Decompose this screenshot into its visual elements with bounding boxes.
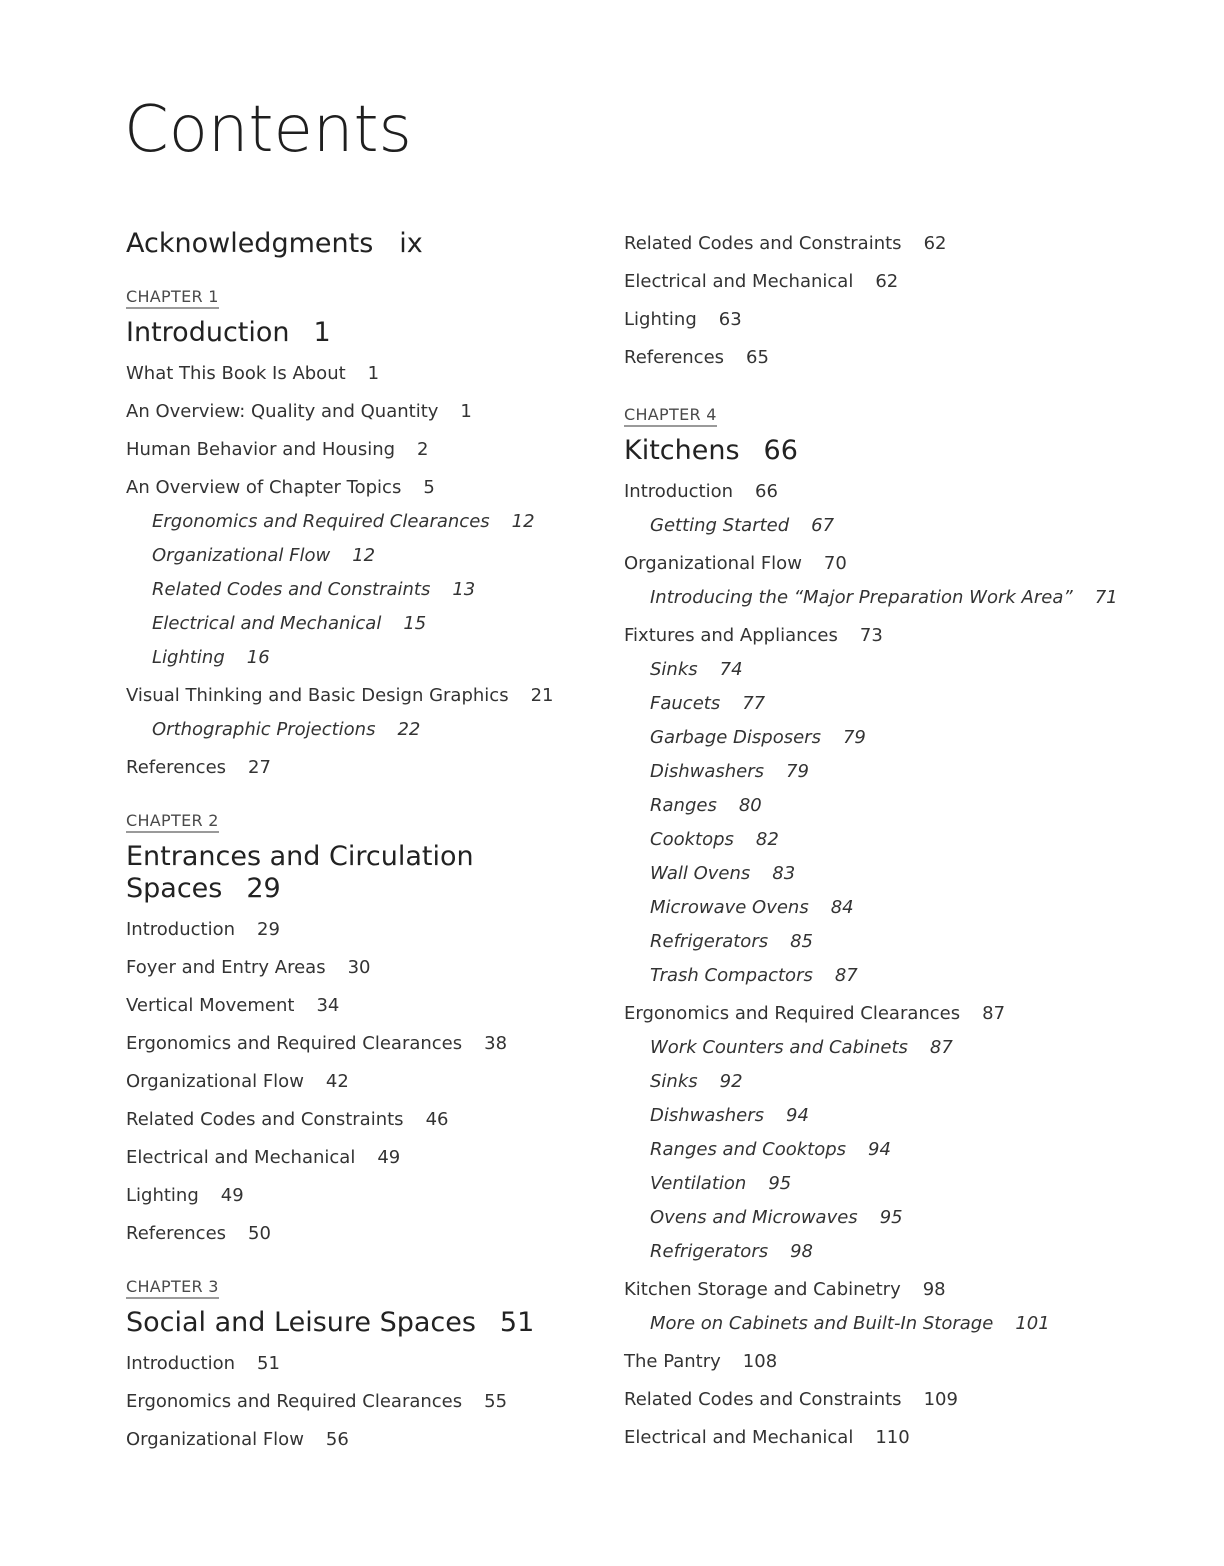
toc-entry-title: Organizational Flow xyxy=(152,545,331,566)
toc-page-number: 66 xyxy=(763,435,798,466)
toc-entry-title: Ergonomics and Required Clearances xyxy=(126,1033,463,1054)
chapter-title[interactable] xyxy=(126,1307,566,1339)
toc-page-number: 5 xyxy=(423,477,435,498)
toc-entry[interactable] xyxy=(624,625,883,646)
toc-page-number: 2 xyxy=(417,439,429,460)
toc-entry-title: An Overview of Chapter Topics xyxy=(126,477,402,498)
toc-page-number: 94 xyxy=(786,1105,809,1126)
toc-entry-title: Trash Compactors xyxy=(650,965,813,986)
chapter-title[interactable] xyxy=(624,435,1064,467)
toc-subentry[interactable] xyxy=(152,579,475,600)
toc-entry-title: Human Behavior and Housing xyxy=(126,439,396,460)
toc-subentry[interactable] xyxy=(650,1313,1050,1334)
toc-page-number: 29 xyxy=(246,873,281,904)
toc-page-number: 12 xyxy=(352,545,376,566)
toc-page-number: 55 xyxy=(484,1391,508,1412)
toc-entry-title: Fixtures and Appliances xyxy=(624,625,838,646)
toc-entry-title: Introduction xyxy=(624,481,734,502)
toc-entry-title: Organizational Flow xyxy=(624,553,802,574)
toc-entry-title: Kitchen Storage and Cabinetry xyxy=(624,1279,901,1300)
toc-entry[interactable] xyxy=(624,1427,910,1448)
toc-entry-title: Related Codes and Constraints xyxy=(624,1389,902,1410)
toc-entry[interactable] xyxy=(126,1033,507,1054)
toc-page-number: 98 xyxy=(790,1241,814,1262)
toc-page-number: 85 xyxy=(790,931,814,952)
toc-page-number: 70 xyxy=(823,553,847,574)
toc-page-number: 1 xyxy=(460,401,472,422)
chapter-title[interactable] xyxy=(126,317,566,349)
toc-entry-title: Introduction xyxy=(126,1353,236,1374)
toc-entry-title: Entrances and Circulation Spaces xyxy=(126,841,474,904)
toc-entry-title: Ranges xyxy=(650,795,717,816)
toc-entry-title: Acknowledgments xyxy=(126,228,374,259)
toc-page-number: 27 xyxy=(248,757,271,778)
chapter-label xyxy=(126,287,219,309)
toc-page-number: 1 xyxy=(367,363,380,384)
toc-page-number: 79 xyxy=(786,761,809,782)
toc-page-number: 46 xyxy=(425,1109,449,1130)
toc-entry-title: Sinks xyxy=(650,1071,698,1092)
toc-entry-title: Lighting xyxy=(126,1185,199,1206)
toc-page-number: 22 xyxy=(397,719,421,740)
toc-entry-title: Cooktops xyxy=(650,829,734,850)
toc-entry-title: Organizational Flow xyxy=(126,1429,304,1450)
toc-entry-title: Ergonomics and Required Clearances xyxy=(152,511,490,532)
toc-subentry[interactable] xyxy=(650,795,762,816)
toc-page-number: 80 xyxy=(738,795,762,816)
toc-entry[interactable] xyxy=(126,1429,349,1450)
toc-subentry[interactable] xyxy=(650,693,765,714)
toc-entry[interactable] xyxy=(624,553,847,574)
toc-entry-title: Electrical and Mechanical xyxy=(624,1427,854,1448)
toc-entry-title: Electrical and Mechanical xyxy=(126,1147,356,1168)
toc-page-number: 21 xyxy=(530,685,554,706)
toc-entry-title: Related Codes and Constraints xyxy=(624,233,902,254)
toc-entry-title: Visual Thinking and Basic Design Graphics xyxy=(126,685,509,706)
toc-entry-title: Refrigerators xyxy=(650,1241,769,1262)
toc-entry[interactable] xyxy=(624,1279,946,1300)
toc-entry[interactable] xyxy=(126,1147,400,1168)
toc-entry-title: Microwave Ovens xyxy=(650,897,809,918)
toc-subentry[interactable] xyxy=(650,761,809,782)
toc-entry-title: More on Cabinets and Built-In Storage xyxy=(650,1313,994,1334)
toc-entry-title: Dishwashers xyxy=(650,761,765,782)
toc-entry-title: Social and Leisure Spaces xyxy=(126,1307,476,1338)
chapter-label-text: CHAPTER 4 xyxy=(624,405,717,427)
page-title: Contents xyxy=(124,93,412,167)
toc-page-number: 87 xyxy=(834,965,858,986)
toc-entry[interactable] xyxy=(624,347,769,368)
toc-entry-title: Faucets xyxy=(650,693,721,714)
toc-page-number: 67 xyxy=(811,515,835,536)
toc-entry[interactable] xyxy=(126,1353,280,1374)
toc-entry-title: Ventilation xyxy=(650,1173,747,1194)
toc-entry-title: Refrigerators xyxy=(650,931,769,952)
toc-subentry[interactable] xyxy=(650,863,795,884)
toc-entry[interactable] xyxy=(126,685,553,706)
chapter-label xyxy=(624,405,717,427)
toc-subentry[interactable] xyxy=(650,897,854,918)
toc-page-number: 62 xyxy=(923,233,947,254)
toc-entry[interactable] xyxy=(126,1185,244,1206)
toc-page-number: 34 xyxy=(316,995,340,1016)
toc-page-number: ix xyxy=(399,228,423,259)
toc-entry-title: Getting Started xyxy=(650,515,790,536)
toc-page-number: 66 xyxy=(755,481,778,502)
toc-entry-title: Ovens and Microwaves xyxy=(650,1207,858,1228)
toc-entry[interactable] xyxy=(126,1109,448,1130)
toc-subentry[interactable] xyxy=(152,647,270,668)
toc-page-number: 71 xyxy=(1094,587,1118,608)
toc-page-number: 56 xyxy=(325,1429,349,1450)
toc-page-number: 87 xyxy=(982,1003,1006,1024)
toc-page-number: 109 xyxy=(923,1389,958,1410)
toc-entry-title: References xyxy=(624,347,725,368)
toc-entry-title: Kitchens xyxy=(624,435,740,466)
toc-subentry[interactable] xyxy=(650,727,866,748)
toc-page-number: 62 xyxy=(875,271,899,292)
toc-entry-title: Introduction xyxy=(126,317,290,348)
chapter-label-text: CHAPTER 2 xyxy=(126,811,219,833)
toc-page-number: 83 xyxy=(772,863,796,884)
toc-page-number: 95 xyxy=(879,1207,903,1228)
toc-entry[interactable] xyxy=(126,995,339,1016)
toc-subentry[interactable] xyxy=(650,1173,791,1194)
toc-entry[interactable] xyxy=(624,233,946,254)
toc-entry-title: Related Codes and Constraints xyxy=(152,579,431,600)
toc-entry[interactable] xyxy=(126,1223,271,1244)
toc-subentry[interactable] xyxy=(152,613,426,634)
toc-subentry[interactable] xyxy=(152,545,375,566)
toc-entry[interactable] xyxy=(624,1389,958,1410)
toc-subentry[interactable] xyxy=(650,931,813,952)
toc-entry-title: Garbage Disposers xyxy=(650,727,821,748)
toc-entry-title: Introducing the “Major Preparation Work Area” xyxy=(650,587,1073,608)
toc-entry-title: Vertical Movement xyxy=(126,995,295,1016)
toc-page-number: 51 xyxy=(257,1353,280,1374)
toc-entry-title: Introduction xyxy=(126,919,236,940)
toc-entry-title: Electrical and Mechanical xyxy=(624,271,854,292)
toc-page-number: 29 xyxy=(257,919,280,940)
toc-page-number: 92 xyxy=(719,1071,743,1092)
toc-entry-title: Organizational Flow xyxy=(126,1071,304,1092)
toc-page-number: 63 xyxy=(718,309,742,330)
toc-page-number: 42 xyxy=(325,1071,349,1092)
toc-page-number: 49 xyxy=(220,1185,244,1206)
toc-entry-title: References xyxy=(126,757,227,778)
toc-page-number: 98 xyxy=(922,1279,946,1300)
toc-entry-title: Sinks xyxy=(650,659,698,680)
toc-entry-title: Lighting xyxy=(152,647,225,668)
toc-page-number: 51 xyxy=(499,1307,535,1338)
toc-subentry[interactable] xyxy=(650,587,1118,608)
toc-entry[interactable] xyxy=(624,271,898,292)
toc-entry[interactable] xyxy=(126,757,271,778)
toc-page-number: 30 xyxy=(347,957,371,978)
chapter-title[interactable] xyxy=(126,841,566,905)
toc-subentry[interactable] xyxy=(650,515,834,536)
toc-subentry[interactable] xyxy=(650,1207,903,1228)
toc-entry[interactable] xyxy=(126,477,435,498)
toc-subentry[interactable] xyxy=(650,829,779,850)
toc-entry-title: An Overview: Quality and Quantity xyxy=(126,401,439,422)
toc-entry-title: Foyer and Entry Areas xyxy=(126,957,326,978)
toc-page-number: 101 xyxy=(1015,1313,1050,1334)
toc-page-number: 50 xyxy=(248,1223,271,1244)
chapter-label-text: CHAPTER 3 xyxy=(126,1277,219,1299)
toc-page-number: 108 xyxy=(742,1351,778,1372)
toc-entry[interactable] xyxy=(126,363,379,384)
toc-page-number: 94 xyxy=(868,1139,891,1160)
toc-page-number: 65 xyxy=(746,347,769,368)
toc-entry-title: Ergonomics and Required Clearances xyxy=(126,1391,463,1412)
toc-entry-title: Related Codes and Constraints xyxy=(126,1109,404,1130)
toc-page-number: 12 xyxy=(511,511,535,532)
toc-entry[interactable] xyxy=(126,919,280,940)
toc-subentry[interactable] xyxy=(650,1241,813,1262)
toc-page-number: 110 xyxy=(875,1427,910,1448)
chapter-label xyxy=(126,1277,219,1299)
toc-page-number: 84 xyxy=(830,897,854,918)
toc-subentry[interactable] xyxy=(650,1105,809,1126)
toc-entry-title: What This Book Is About xyxy=(126,363,346,384)
toc-page-number: 1 xyxy=(313,317,331,348)
toc-entry[interactable] xyxy=(624,481,778,502)
toc-entry[interactable] xyxy=(126,1071,349,1092)
toc-entry[interactable] xyxy=(126,439,429,460)
toc-entry-title: Ergonomics and Required Clearances xyxy=(624,1003,961,1024)
toc-entry-title: Orthographic Projections xyxy=(152,719,376,740)
toc-entry[interactable] xyxy=(624,1003,1005,1024)
toc-subentry[interactable] xyxy=(650,965,858,986)
toc-entry-title: References xyxy=(126,1223,227,1244)
toc-entry-title: The Pantry xyxy=(624,1351,721,1372)
toc-acknowledgments[interactable] xyxy=(126,228,423,259)
toc-page-number: 74 xyxy=(719,659,743,680)
toc-subentry[interactable] xyxy=(650,1139,891,1160)
toc-subentry[interactable] xyxy=(650,1071,743,1092)
toc-entry[interactable] xyxy=(624,1351,777,1372)
toc-page-number: 79 xyxy=(842,727,866,748)
toc-subentry[interactable] xyxy=(650,1037,953,1058)
toc-entry-title: Electrical and Mechanical xyxy=(152,613,382,634)
toc-page-number: 15 xyxy=(403,613,427,634)
toc-entry-title: Ranges and Cooktops xyxy=(650,1139,847,1160)
chapter-label xyxy=(126,811,219,833)
toc-entry-title: Work Counters and Cabinets xyxy=(650,1037,908,1058)
toc-entry-title: Dishwashers xyxy=(650,1105,765,1126)
toc-entry[interactable] xyxy=(126,1391,507,1412)
toc-page-number: 73 xyxy=(859,625,883,646)
toc-page-number: 77 xyxy=(742,693,766,714)
toc-page-number: 13 xyxy=(452,579,476,600)
toc-subentry[interactable] xyxy=(152,719,420,740)
toc-page-number: 95 xyxy=(768,1173,792,1194)
toc-entry[interactable] xyxy=(624,309,742,330)
toc-page-number: 49 xyxy=(377,1147,401,1168)
toc-subentry[interactable] xyxy=(152,511,535,532)
toc-page-number: 87 xyxy=(929,1037,953,1058)
toc-entry-title: Lighting xyxy=(624,309,697,330)
toc-page-number: 16 xyxy=(246,647,270,668)
chapter-label-text: CHAPTER 1 xyxy=(126,287,219,309)
toc-entry[interactable] xyxy=(126,957,370,978)
toc-page-number: 38 xyxy=(484,1033,508,1054)
toc-entry[interactable] xyxy=(126,401,472,422)
toc-subentry[interactable] xyxy=(650,659,743,680)
toc-page-number: 82 xyxy=(755,829,779,850)
toc-entry-title: Wall Ovens xyxy=(650,863,751,884)
